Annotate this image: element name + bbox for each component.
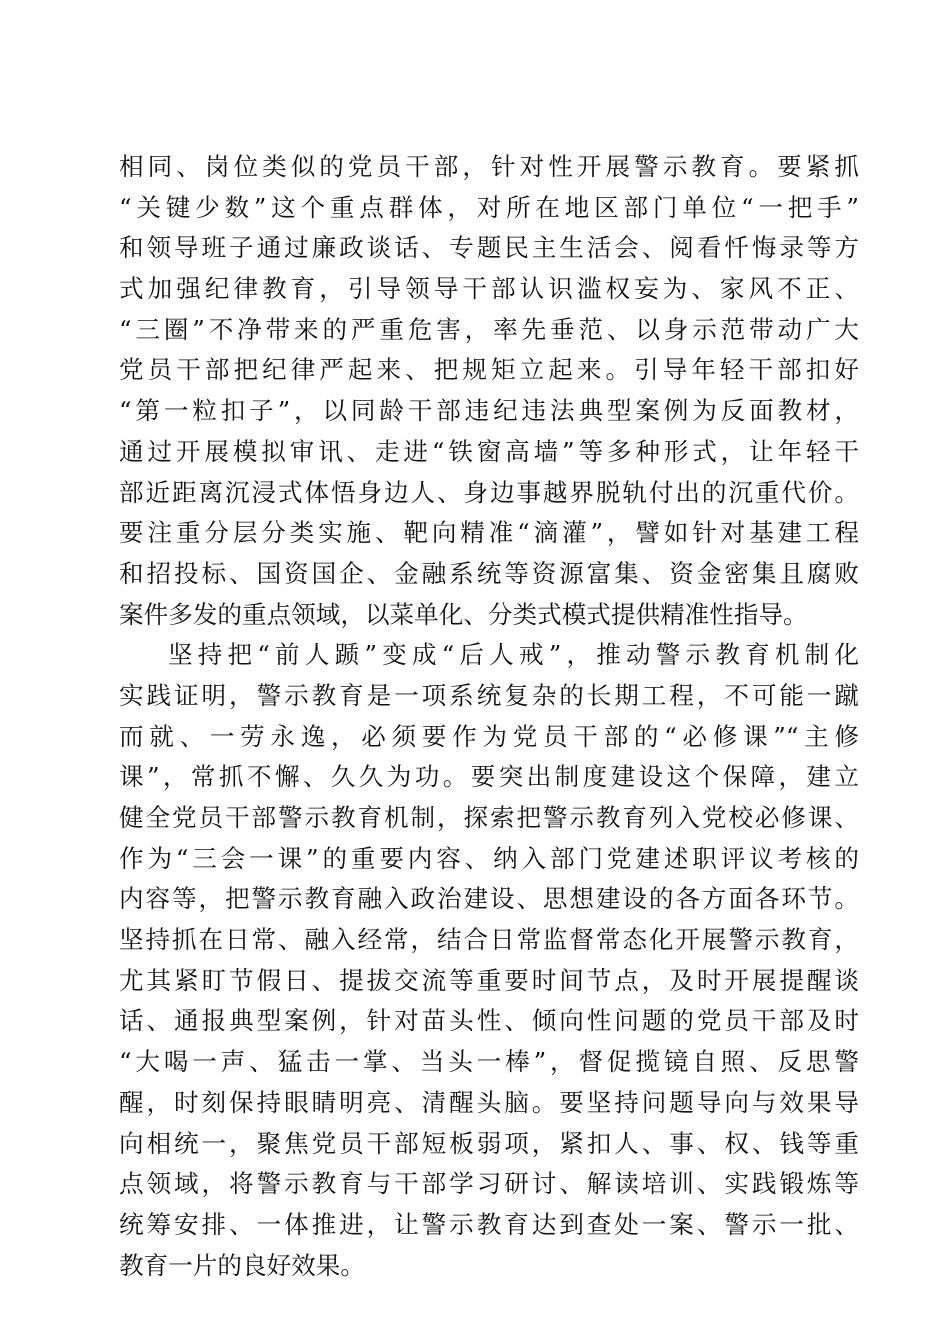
text-line: 内容等，把警示教育融入政治建设、思想建设的各方面各环节。	[119, 884, 859, 914]
text-line: “大喝一声、猛击一掌、当头一棒”，督促揽镜自照、反思警	[119, 1047, 859, 1077]
body-text	[119, 147, 859, 1286]
text-line: 坚持抓在日常、融入经常，结合日常监督常态化开展警示教育，	[119, 925, 859, 955]
text-line: 话、通报典型案例，针对苗头性、倾向性问题的党员干部及时	[119, 1006, 859, 1036]
text-line: 式加强纪律教育，引导领导干部认识滥权妄为、家风不正、	[119, 274, 859, 304]
text-line: 健全党员干部警示教育机制，探索把警示教育列入党校必修课、	[119, 803, 859, 832]
text-line: 尤其紧盯节假日、提拔交流等重要时间节点，及时开展提醒谈	[119, 965, 859, 995]
text-line: 统筹安排、一体推进，让警示教育达到查处一案、警示一批、	[119, 1209, 859, 1239]
text-line: 和招投标、国资国企、金融系统等资源富集、资金密集且腐败	[119, 558, 859, 588]
text-line: “关键少数”这个重点群体，对所在地区部门单位“一把手”	[119, 192, 859, 222]
text-line: 教育一片的良好效果。	[119, 1250, 365, 1280]
section-heading: 坚持把“前人踬”变成“后人戒”，推动警示教育机制化	[168, 640, 859, 670]
text-line: 和领导班子通过廉政谈话、专题民主生活会、阅看忏悔录等方	[119, 233, 859, 263]
text-line: 通过开展模拟审讯、走进“铁窗高墙”等多种形式，让年轻干	[119, 436, 859, 466]
text-line: 而就、一劳永逸，必须要作为党员干部的“必修课”“主修	[119, 721, 859, 751]
text-line: 作为“三会一课”的重要内容、纳入部门党建述职评议考核的	[119, 843, 859, 873]
text-line: 点领域，将警示教育与干部学习研讨、解读培训、实践锻炼等	[119, 1169, 859, 1199]
text-line: 案件多发的重点领域，以菜单化、分类式模式提供精准性指导。	[119, 599, 808, 629]
text-line: 部近距离沉浸式体悟身边人、身边事越界脱轨付出的沉重代价。	[119, 477, 859, 507]
text-line: 相同、岗位类似的党员干部，针对性开展警示教育。要紧抓	[119, 152, 859, 181]
text-line: 课”，常抓不懈、久久为功。要突出制度建设这个保障，建立	[119, 762, 859, 792]
text-line: “三圈”不净带来的严重危害，率先垂范、以身示范带动广大	[119, 314, 859, 344]
text-line: 醒，时刻保持眼睛明亮、清醒头脑。要坚持问题导向与效果导	[119, 1087, 859, 1117]
text-line: 实践证明，警示教育是一项系统复杂的长期工程，不可能一蹴	[119, 680, 859, 710]
text-line: 向相统一，聚焦党员干部短板弱项，紧扣人、事、权、钱等重	[119, 1128, 859, 1158]
text-line: 党员干部把纪律严起来、把规矩立起来。引导年轻干部扣好	[119, 355, 859, 385]
text-line: 要注重分层分类实施、靶向精准“滴灌”，譬如针对基建工程	[119, 518, 859, 548]
text-line: “第一粒扣子”，以同龄干部违纪违法典型案例为反面教材，	[119, 396, 859, 426]
